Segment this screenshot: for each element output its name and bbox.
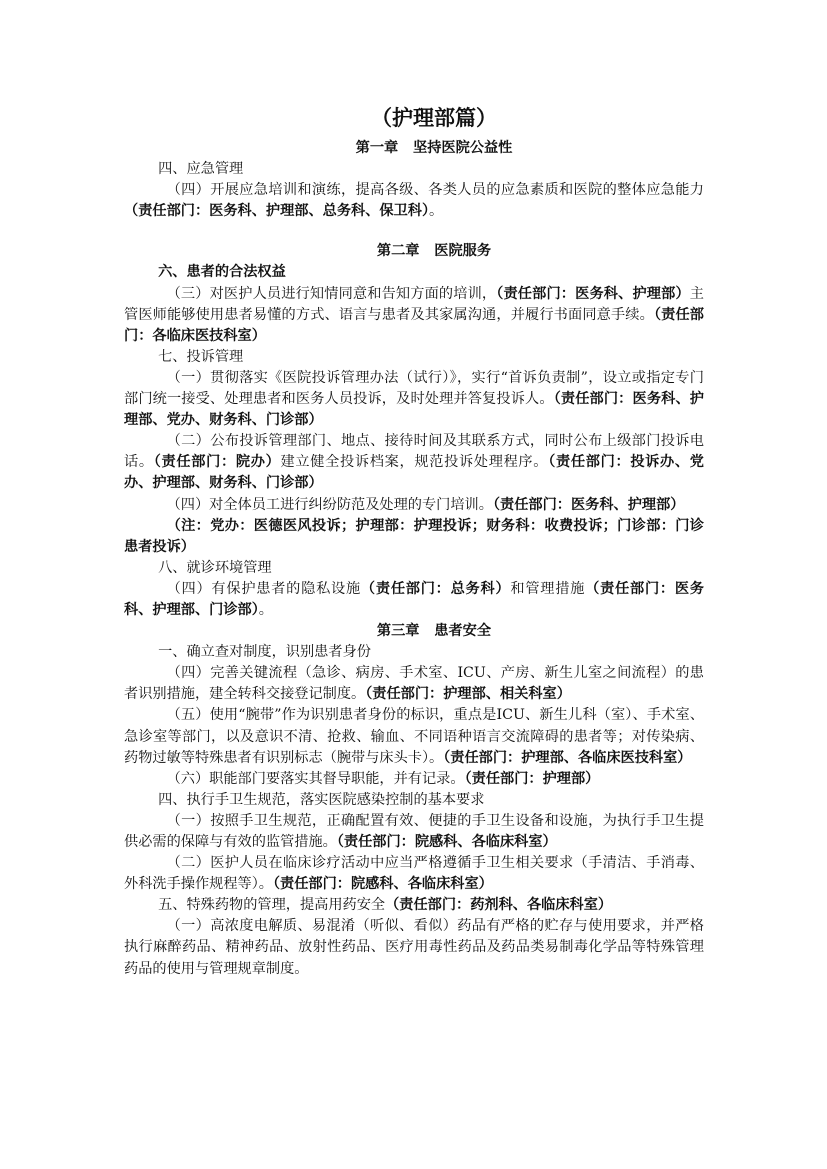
responsible-dept: （责任部门：护理部、各临床医技科室）: [443, 749, 692, 766]
paragraph: [124, 368, 704, 431]
paragraph-text: （五）使用“腕带”作为识别患者身份的标识，重点是ICU、新生儿科（室）、手术室、急诊室等部门，以及意识不清、抢救、输血、不同语种语言交流障碍的患者等；对传染病、药物过敏等特殊患者有识别标志（腕带与床头卡）。: [124, 707, 704, 766]
section-heading: 七、投诉管理: [158, 348, 244, 365]
paragraph: [124, 431, 704, 494]
paragraph: [124, 663, 704, 705]
responsible-dept: （责任部门：护理部）: [464, 770, 600, 787]
paragraph: [124, 495, 704, 516]
responsible-dept: （责任部门：总务科）: [360, 580, 511, 597]
responsible-dept: （责任部门：医务科、护理部、党办、财务科、门诊部）: [124, 391, 704, 429]
paragraph-text: （三）对医护人员进行知情同意和告知方面的培训，: [166, 285, 497, 302]
paragraph-text: 和管理措施: [510, 580, 586, 597]
responsible-dept: （责任部门：药剂科、各临床科室）: [385, 897, 613, 914]
paragraph-text: 。: [429, 203, 444, 220]
responsible-dept: （责任部门：各临床医技科室）: [124, 306, 704, 344]
document-title: （护理部篇）: [371, 106, 497, 130]
paragraph-text: （四）开展应急培训和演练，提高各级、各类人员的应急素质和医院的整体应急能力: [166, 182, 704, 199]
paragraph: [124, 769, 704, 790]
paragraph-text: （六）职能部门要落实其督导职能，并有记录。: [166, 770, 465, 787]
chapter-1-heading: 第一章 坚持医院公益性: [355, 140, 513, 156]
responsible-dept: （责任部门：医务科、护理部）: [496, 285, 690, 302]
responsible-dept: （责任部门：护理部、相关科室）: [365, 686, 571, 703]
section-heading: 四、应急管理: [158, 161, 244, 178]
paragraph: [124, 284, 704, 347]
paragraph-text: （一）按照手卫生规范，正确配置有效、便捷的手卫生设备和设施，为执行手卫生提供必需的保障与有效的监管措施。: [124, 812, 704, 850]
section-heading: 六、患者的合法权益: [158, 264, 286, 281]
note: （注：党办：医德医风投诉；护理部：护理投诉；财务科：收费投诉；门诊部：门诊患者投诉）: [124, 517, 704, 555]
responsible-dept: （责任部门：院办）: [153, 454, 281, 471]
chapter-3-heading: 第三章 患者安全: [376, 623, 492, 640]
paragraph-text: 主管医师能够使用患者易懂的方式、语言与患者及其家属沟通，并履行书面同意手续。: [124, 285, 704, 323]
paragraph-text: （四）完善关键流程（急诊、病房、手术室、ICU、产房、新生儿室之间流程）的患者识别措施，建全转科交接登记制度。: [124, 665, 704, 703]
responsible-dept: （责任部门：医务科、护理部、门诊部）: [124, 580, 704, 618]
section-heading: 一、确立查对制度，识别患者身份: [158, 644, 371, 661]
responsible-dept: （责任部门：院感科、各临床科室）: [336, 834, 557, 850]
responsible-dept: （责任部门：医务科、护理部）: [492, 496, 685, 513]
section-heading: 八、就诊环境管理: [158, 559, 272, 576]
responsible-dept: （责任部门：医务科、护理部、总务科、保卫科）: [124, 203, 430, 220]
paragraph-text: （二）公布投诉管理部门、地点、接待时间及其联系方式，同时公布上级部门投诉电话。: [124, 433, 704, 471]
section-heading: 四、执行手卫生规范，落实医院感染控制的基本要求: [158, 791, 485, 808]
responsible-dept: （责任部门：投诉办、党办、护理部、财务科、门诊部）: [124, 454, 704, 492]
paragraph-text: 。: [258, 601, 273, 618]
paragraph-text: 建立健全投诉档案，规范投诉处理程序。: [280, 454, 549, 471]
responsible-dept: （责任部门：院感科、各临床科室）: [272, 876, 493, 893]
paragraph: [124, 853, 704, 895]
paragraph: [124, 705, 704, 768]
paragraph-text: （四）有保护患者的隐私设施: [166, 580, 361, 597]
chapter-2-heading: 第二章 医院服务: [376, 243, 492, 260]
paragraph: （一）高浓度电解质、易混淆（听似、看似）药品有严格的贮存与使用要求，并严格执行麻醉药品、精神药品、放射性药品、医疗用毒性药品及药品类易制毒化学品等特殊管理药品的使用与管理规章制度。: [124, 918, 704, 977]
section-heading: [124, 895, 704, 916]
section-heading-text: 五、特殊药物的管理，提高用药安全: [158, 897, 386, 914]
paragraph: [124, 579, 704, 621]
paragraph-text: （一）贯彻落实《医院投诉管理办法（试行）》，实行“首诉负责制”，设立或指定专门部门统一接受、处理患者和医务人员投诉，及时处理并答复投诉人。: [124, 369, 704, 408]
paragraph-text: （二）医护人员在临床诊疗活动中应当严格遵循手卫生相关要求（手清洁、手消毒、外科洗手操作规程等）。: [124, 855, 704, 893]
paragraph-text: （四）对全体员工进行纠纷防范及处理的专门培训。: [166, 496, 493, 513]
paragraph: [124, 811, 704, 853]
paragraph: [124, 180, 704, 222]
document-page: [124, 103, 704, 980]
